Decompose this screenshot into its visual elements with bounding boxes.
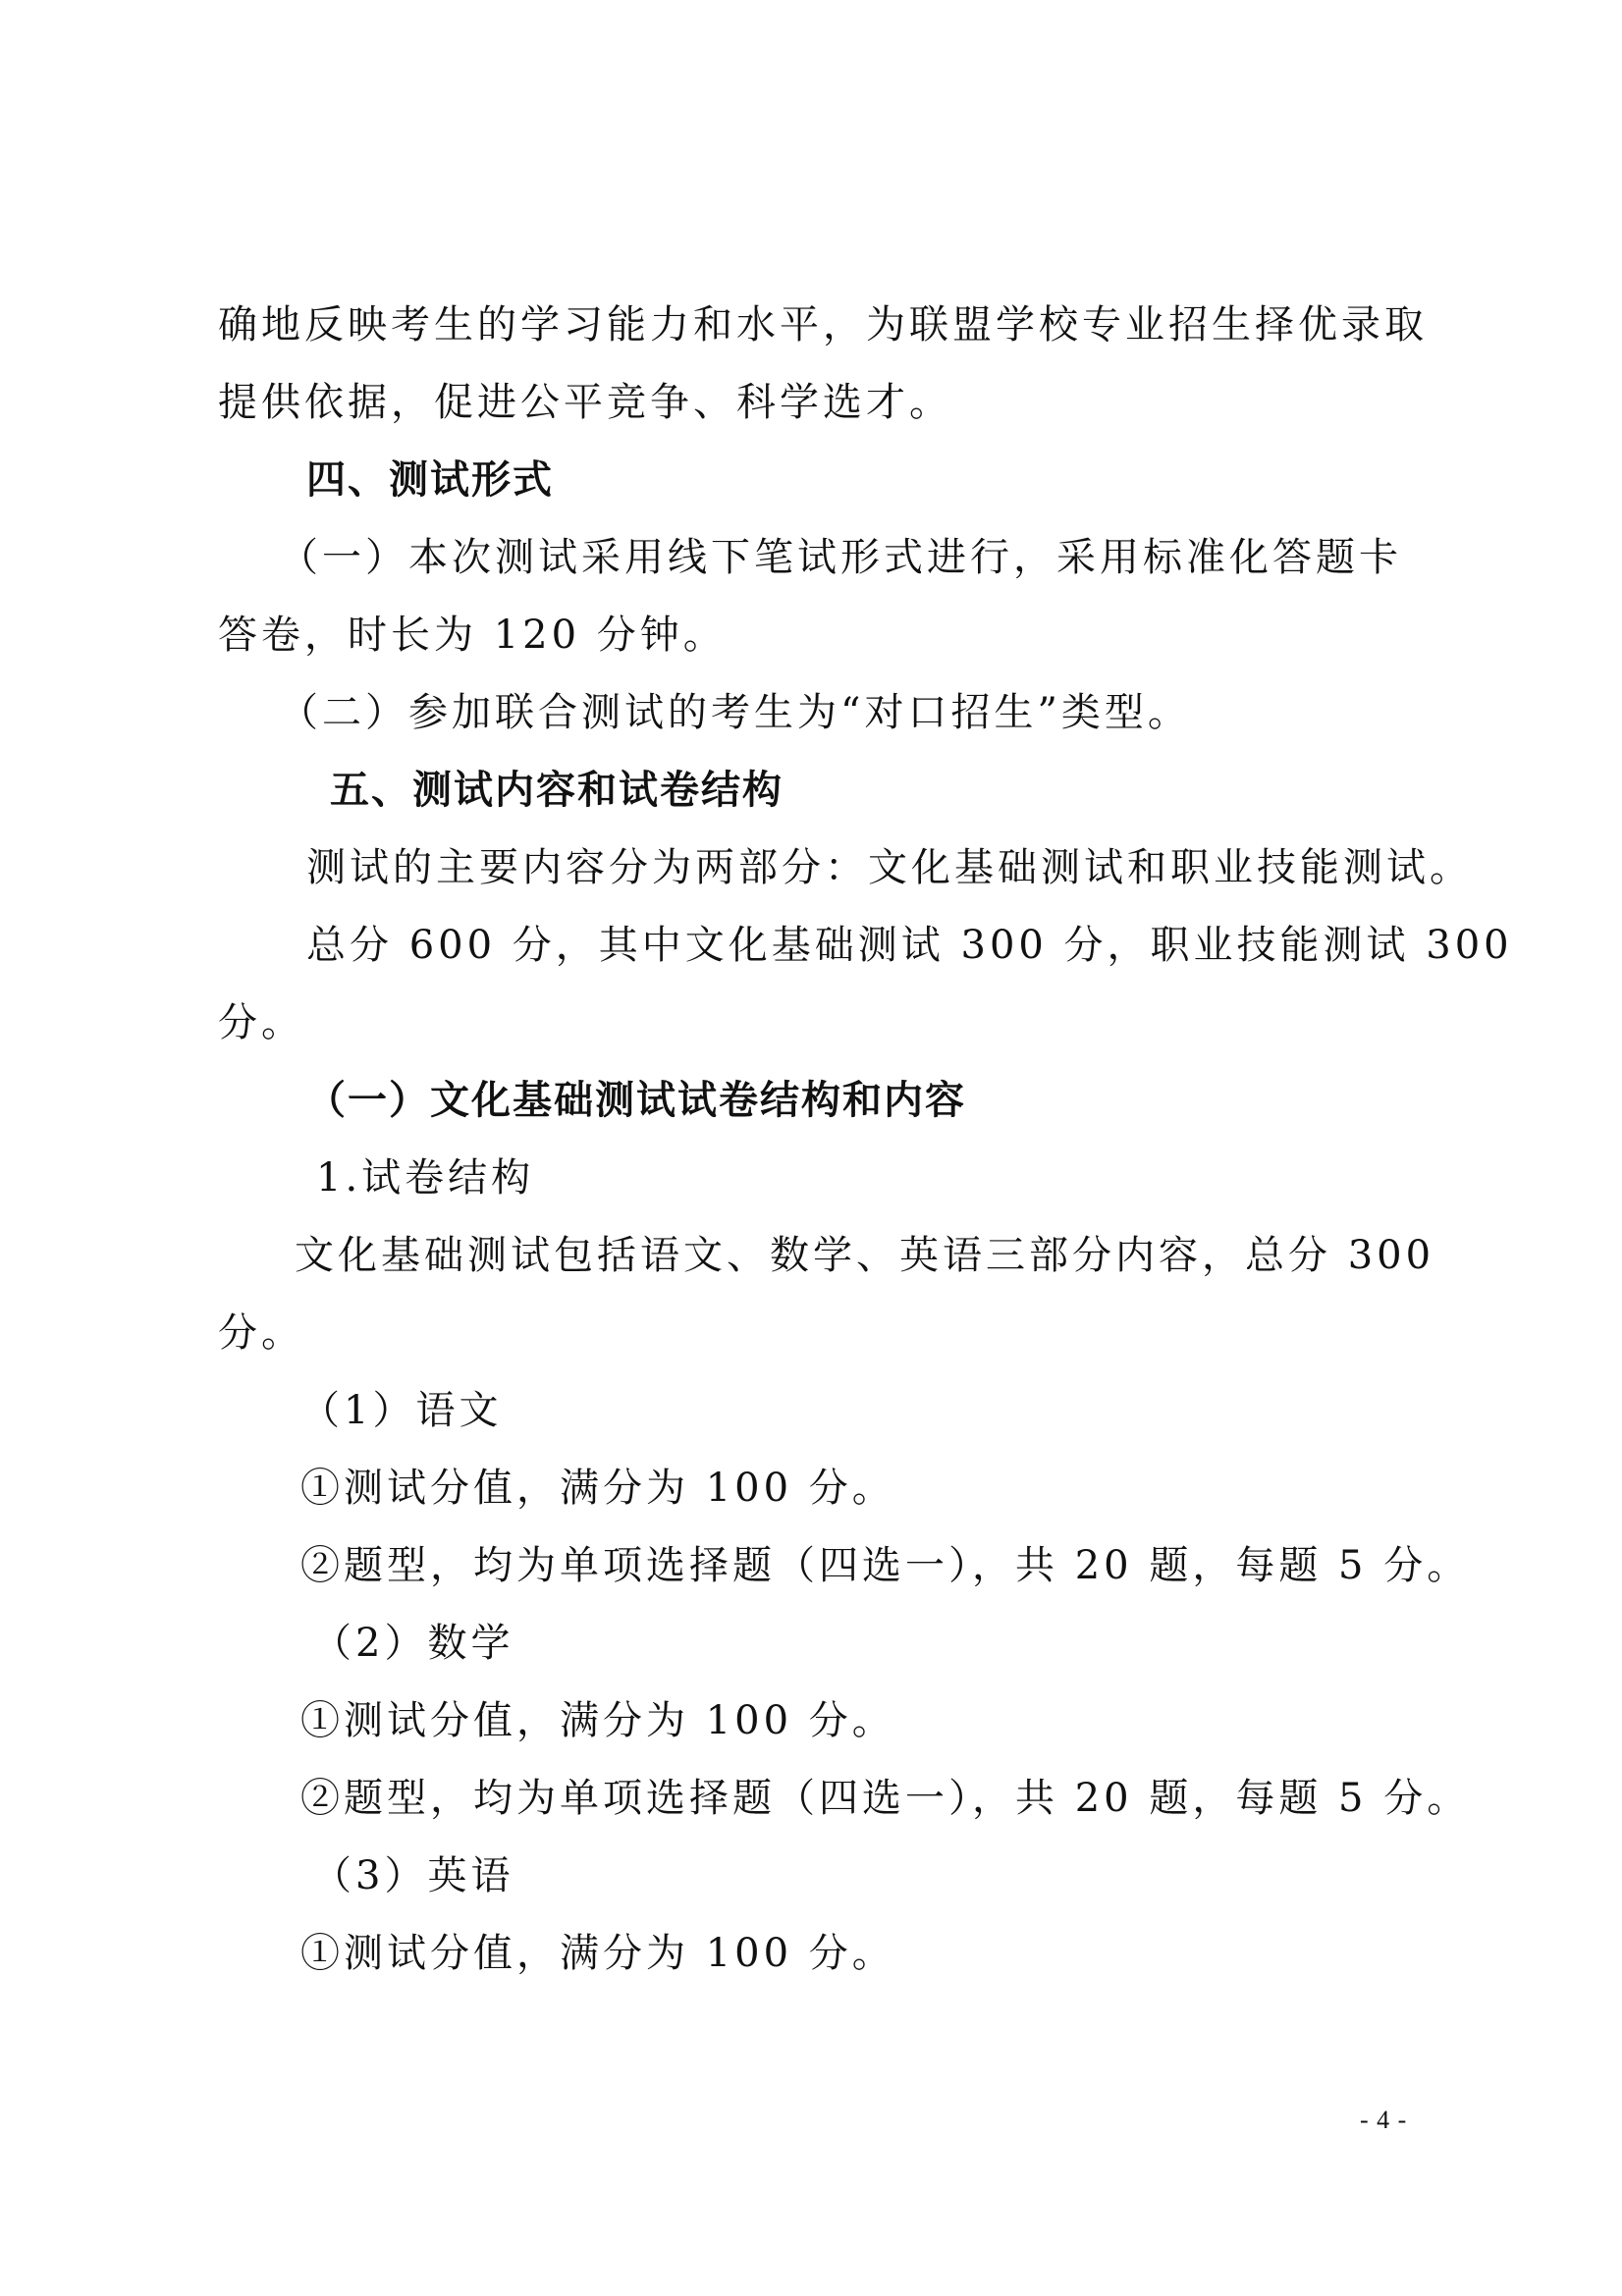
section-heading-test-content: 五、测试内容和试卷结构 [330, 768, 784, 813]
section-heading-test-format: 四、测试形式 [306, 457, 554, 503]
list-item: ①测试分值，满分为 100 分。 [300, 1466, 895, 1511]
list-item: ①测试分值，满分为 100 分。 [300, 1698, 895, 1743]
body-text-line: 分。 [218, 1310, 304, 1356]
body-text-line: （一）本次测试采用线下笔试形式进行，采用标准化答题卡 [279, 535, 1402, 580]
subsection-heading-culture-test: （一）文化基础测试试卷结构和内容 [306, 1078, 966, 1123]
subject-label-chinese: （1）语文 [300, 1388, 503, 1433]
subject-label-english: （3）英语 [312, 1853, 514, 1898]
body-text-line: 确地反映考生的学习能力和水平，为联盟学校专业招生择优录取 [218, 302, 1428, 347]
body-text-line: （二）参加联合测试的考生为“对口招生”类型。 [279, 690, 1191, 735]
subject-label-math: （2）数学 [312, 1621, 514, 1666]
body-text-line: 提供依据，促进公平竞争、科学选才。 [218, 380, 952, 425]
body-text-line: 总分 600 分，其中文化基础测试 300 分，职业技能测试 300 [306, 923, 1513, 968]
body-text-line: 答卷，时长为 120 分钟。 [218, 613, 727, 658]
body-text-line: 文化基础测试包括语文、数学、英语三部分内容，总分 300 [295, 1233, 1435, 1278]
list-item: ①测试分值，满分为 100 分。 [300, 1931, 895, 1976]
body-text-line: 测试的主要内容分为两部分：文化基础测试和职业技能测试。 [306, 845, 1473, 890]
numbered-item-heading: 1.试卷结构 [316, 1155, 535, 1201]
body-text-line: 分。 [218, 1000, 304, 1045]
list-item: ②题型，均为单项选择题（四选一），共 20 题，每题 5 分。 [300, 1543, 1471, 1588]
list-item: ②题型，均为单项选择题（四选一），共 20 题，每题 5 分。 [300, 1776, 1471, 1821]
page-number: - 4 - [1360, 2106, 1408, 2134]
